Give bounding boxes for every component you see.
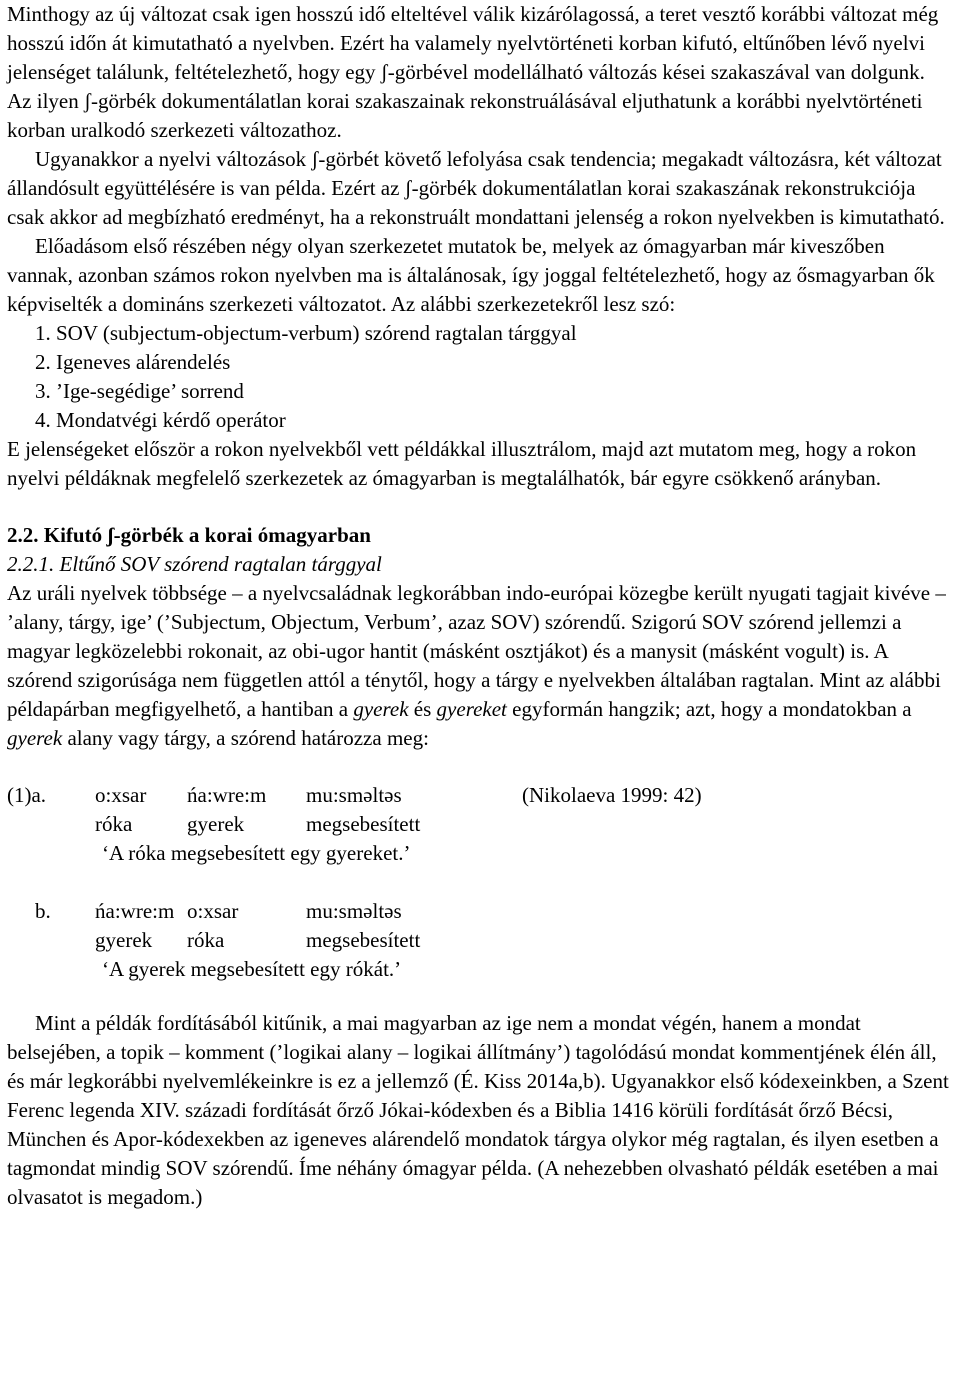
paragraph-6: Mint a példák fordításából kitűnik, a mai magyarban az ige nem a mondat végén, hanem a mondat belsejében, a topik – komment (’logikai alany – logikai állítmány’) tagolódású mondat kommentjének élén áll, és már legkorábbi nyelvemlékeinkre is ez a jellemző (É. Kiss 2014a,b). Ugyanakkor első kódexeinkben, a Szent Ferenc legenda XIV. századi fordítását őrző Jókai-kódexben és a Biblia 1416 körüli fordítását őrző Bécsi, München és Apor-kódexekben az igeneves alárendelő mondatok tárgya olykor még ragtalan, és ilyen esetben a tagmondat mindig SOV szórendű. Íme néhány ómagyar példa. (A nehezebben olvasható példák esetében a mai olvasatot is megadom.) bbox=[7, 1011, 949, 1209]
example-gloss: megsebesített bbox=[306, 928, 421, 952]
example-word: o:xsar bbox=[187, 899, 239, 923]
example-label: (1)a. bbox=[7, 783, 47, 807]
paragraph-2: Ugyanakkor a nyelvi változások ʃ-görbét követő lefolyása csak tendencia; megakadt változásra, két változat állandósult együttélésére is van példa. Ezért az ʃ-görbék dokumentálatlan korai szakaszának rekonstrukciója csak akkor ad megbízható eredményt, ha a rekonstruált mondattani jelenség a rokon nyelvekben is kimutatható. bbox=[7, 147, 945, 229]
example-word: mu:sməltəs bbox=[306, 783, 402, 807]
example-gloss: gyerek bbox=[187, 812, 245, 836]
example-gloss-row bbox=[7, 926, 953, 955]
example-words-row bbox=[7, 781, 953, 810]
list-item: 4. Mondatvégi kérdő operátor bbox=[35, 408, 286, 432]
example-label: b. bbox=[35, 899, 51, 923]
paragraph-4: E jelenségeket először a rokon nyelvekből vett példákkal illusztrálom, majd azt mutatom meg, hogy a rokon nyelvi példáknak megfelelő szerkezetek az ómagyarban is megtalálhatók, bár egyre csökkenő arányban. bbox=[7, 437, 917, 490]
example-gloss: róka bbox=[187, 928, 225, 952]
example-gloss: gyerek bbox=[95, 928, 153, 952]
example-word: mu:sməltəs bbox=[306, 899, 402, 923]
example-gloss: róka bbox=[95, 812, 133, 836]
paragraph-1: Minthogy az új változat csak igen hosszú idő elteltével válik kizárólagossá, a teret vesztő korábbi változat még hosszú időn át kimutatható a nyelvben. Ezért ha valamely nyelvtörténeti korban kifutó, eltűnőben lévő nyelvi jelenséget találunk, feltételezhető, hogy egy ʃ-görbével modellálható változás kései szakaszával van dolgunk. Az ilyen ʃ-görbék dokumentálatlan korai szakaszainak rekonstruálásával eljuthatunk a korábbi nyelvtörténeti korban uralkodó szerkezeti változathoz. bbox=[7, 2, 939, 142]
example-word: ńa:wre:m bbox=[95, 899, 175, 923]
paragraph-5: Az uráli nyelvek többsége – a nyelvcsaládnak legkorábban indo-európai közegbe került nyugati tagjait kivéve – ’alany, tárgy, ige’ (’Subjectum, Objectum, Verbum’, azaz SOV) szórendű. Szigorú SOV szórend jellemzi a magyar legközelebbi rokonait, az obi-ugor hantit (másként osztjákot) és a manysit (másként vogult) is. A szórend szigorúsága nem független attól a ténytől, hogy a tárgy e nyelvekben általában ragtalan. Mint az alábbi példapárban megfigyelhető, a hantiban a gyerek és gyereket egyformán hangzik; azt, hogy a mondatokban a gyerek alany vagy tárgy, a szórend határozza meg: bbox=[7, 581, 946, 750]
list-item: 2. Igeneves alárendelés bbox=[35, 350, 231, 374]
list-item: 1. SOV (subjectum-objectum-verbum) szórend ragtalan tárggyal bbox=[35, 321, 577, 345]
example-translation: ‘A róka megsebesített egy gyereket.’ bbox=[102, 841, 411, 865]
example-gloss: megsebesített bbox=[306, 812, 421, 836]
paragraph-3: Előadásom első részében négy olyan szerkezetet mutatok be, melyek az ómagyarban már kiveszőben vannak, azonban számos rokon nyelvben ma is általánosak, így joggal feltételezhető, hogy az ősmagyarban ők képviselték a domináns szerkezeti változatot. Az alábbi szerkezetekről lesz szó: bbox=[7, 234, 935, 316]
section-subheading: 2.2.1. Eltűnő SOV szórend ragtalan tárggyal bbox=[7, 552, 382, 576]
example-source: (Nikolaeva 1999: 42) bbox=[522, 783, 702, 807]
example-1b bbox=[7, 897, 953, 984]
example-word: o:xsar bbox=[95, 783, 147, 807]
example-translation: ‘A gyerek megsebesített egy rókát.’ bbox=[102, 957, 402, 981]
example-words-row bbox=[7, 897, 953, 926]
example-1a bbox=[7, 781, 953, 868]
example-gloss-row bbox=[7, 810, 953, 839]
section-heading: 2.2. Kifutó ʃ-görbék a korai ómagyarban bbox=[7, 523, 371, 547]
example-word: ńa:wre:m bbox=[187, 783, 267, 807]
list-item: 3. ’Ige-segédige’ sorrend bbox=[35, 379, 244, 403]
structure-list bbox=[7, 319, 953, 435]
